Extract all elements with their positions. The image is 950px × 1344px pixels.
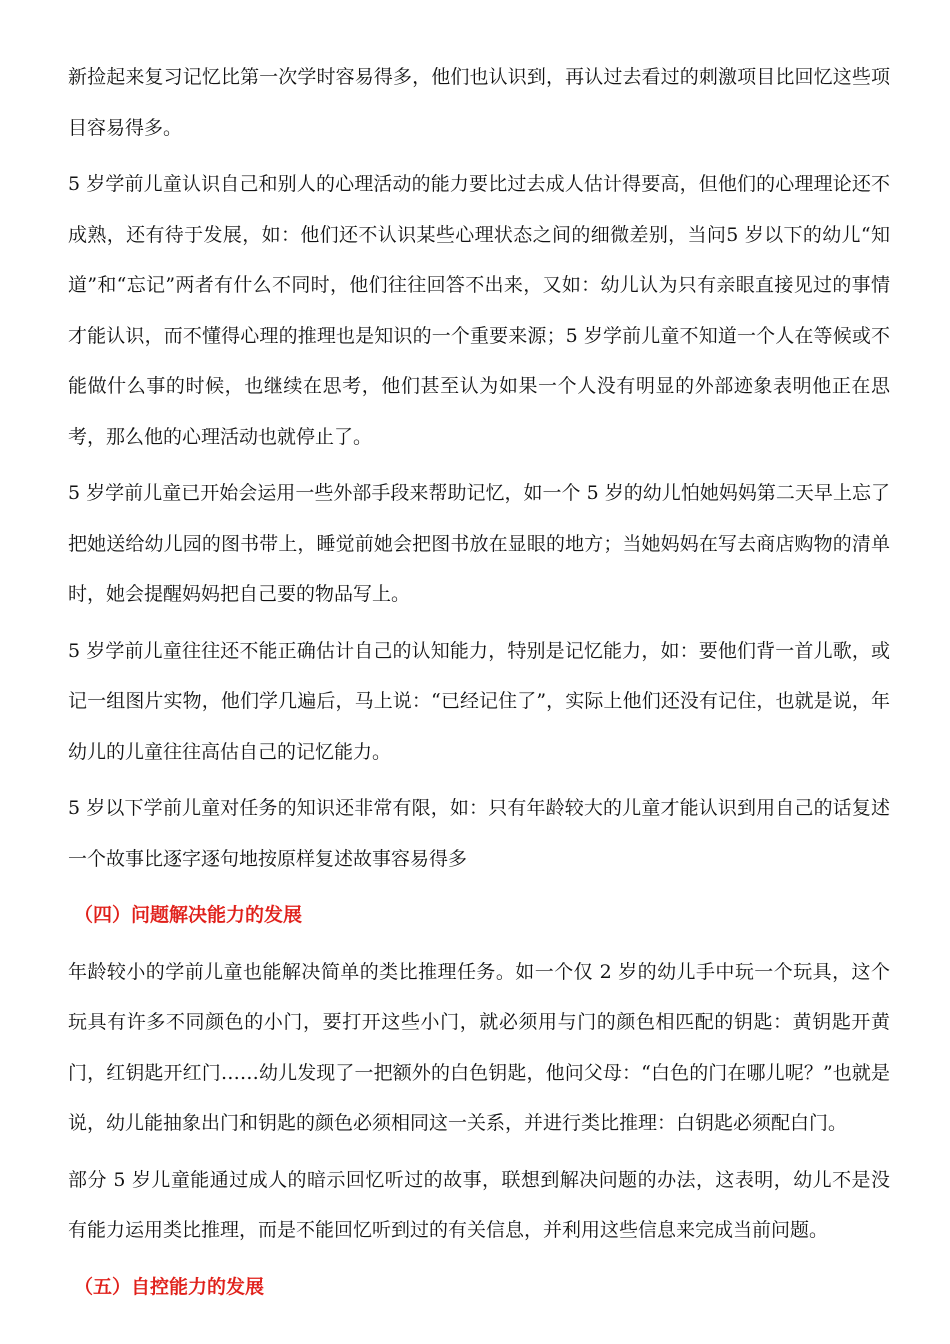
paragraph-analogical-reasoning: 年龄较小的学前儿童也能解决简单的类比推理任务。如一个仅 2 岁的幼儿手中玩一个玩具，这个玩具有许多不同颜色的小门，要打开这些小门，就必须用与门的颜色相匹配的钥匙：黄钥匙开黄门，红钥匙开红门……幼儿发现了一把额外的白色钥匙，他问父母：“白色的门在哪儿呢？”也就是说，幼儿能抽象出门和钥匙的颜色必须相同这一关系，并进行类比推理：白钥匙必须配白门。 xyxy=(68,960,890,1134)
paragraph-memory-strategies: 5 岁学前儿童已开始会运用一些外部手段来帮助记忆，如一个 5 岁的幼儿怕她妈妈第二天早上忘了把她送给幼儿园的图书带上，睡觉前她会把图书放在显眼的地方；当她妈妈在写去商店购物的清单时，她会提醒妈妈把自己要的物品写上。 xyxy=(68,482,890,605)
document-body xyxy=(68,52,890,1318)
section-heading-self-control: （五）自控能力的发展 xyxy=(74,1275,265,1298)
paragraph-task-knowledge: 5 岁以下学前儿童对任务的知识还非常有限，如：只有年龄较大的儿童才能认识到用自己的话复述一个故事比逐字逐句地按原样复述故事容易得多 xyxy=(68,797,890,870)
paragraph-theory-of-mind: 5 岁学前儿童认识自己和别人的心理活动的能力要比过去成人估计得要高，但他们的心理理论还不成熟，还有待于发展，如：他们还不认识某些心理状态之间的细微差别，当问5 岁以下的幼儿“知道”和“忘记”两者有什么不同时，他们往往回答不出来，又如：幼儿认为只有亲眼直接见过的事情才能认识，而不懂得心理的推理也是知识的一个重要来源；5 岁学前儿童不知道一个人在等候或不能做什么事的时候，也继续在思考，他们甚至认为如果一个人没有明显的外部迹象表明他正在思考，那么他的心理活动也就停止了。 xyxy=(68,173,890,448)
paragraph-memory-estimation: 5 岁学前儿童往往还不能正确估计自己的认知能力，特别是记忆能力，如：要他们背一首儿歌，或记一组图片实物，他们学几遍后，马上说：“已经记住了”，实际上他们还没有记住，也就是说，年幼儿的儿童往往高估自己的记忆能力。 xyxy=(68,639,890,763)
paragraph-recall-hints: 部分 5 岁儿童能通过成人的暗示回忆听过的故事，联想到解决问题的办法，这表明，幼儿不是没有能力运用类比推理，而是不能回忆听到过的有关信息，并利用这些信息来完成当前问题。 xyxy=(68,1168,890,1241)
section-heading-problem-solving: （四）问题解决能力的发展 xyxy=(74,904,303,926)
paragraph-memory-review: 新捡起来复习记忆比第一次学时容易得多，他们也认识到，再认过去看过的刺激项目比回忆这些项目容易得多。 xyxy=(68,66,890,139)
